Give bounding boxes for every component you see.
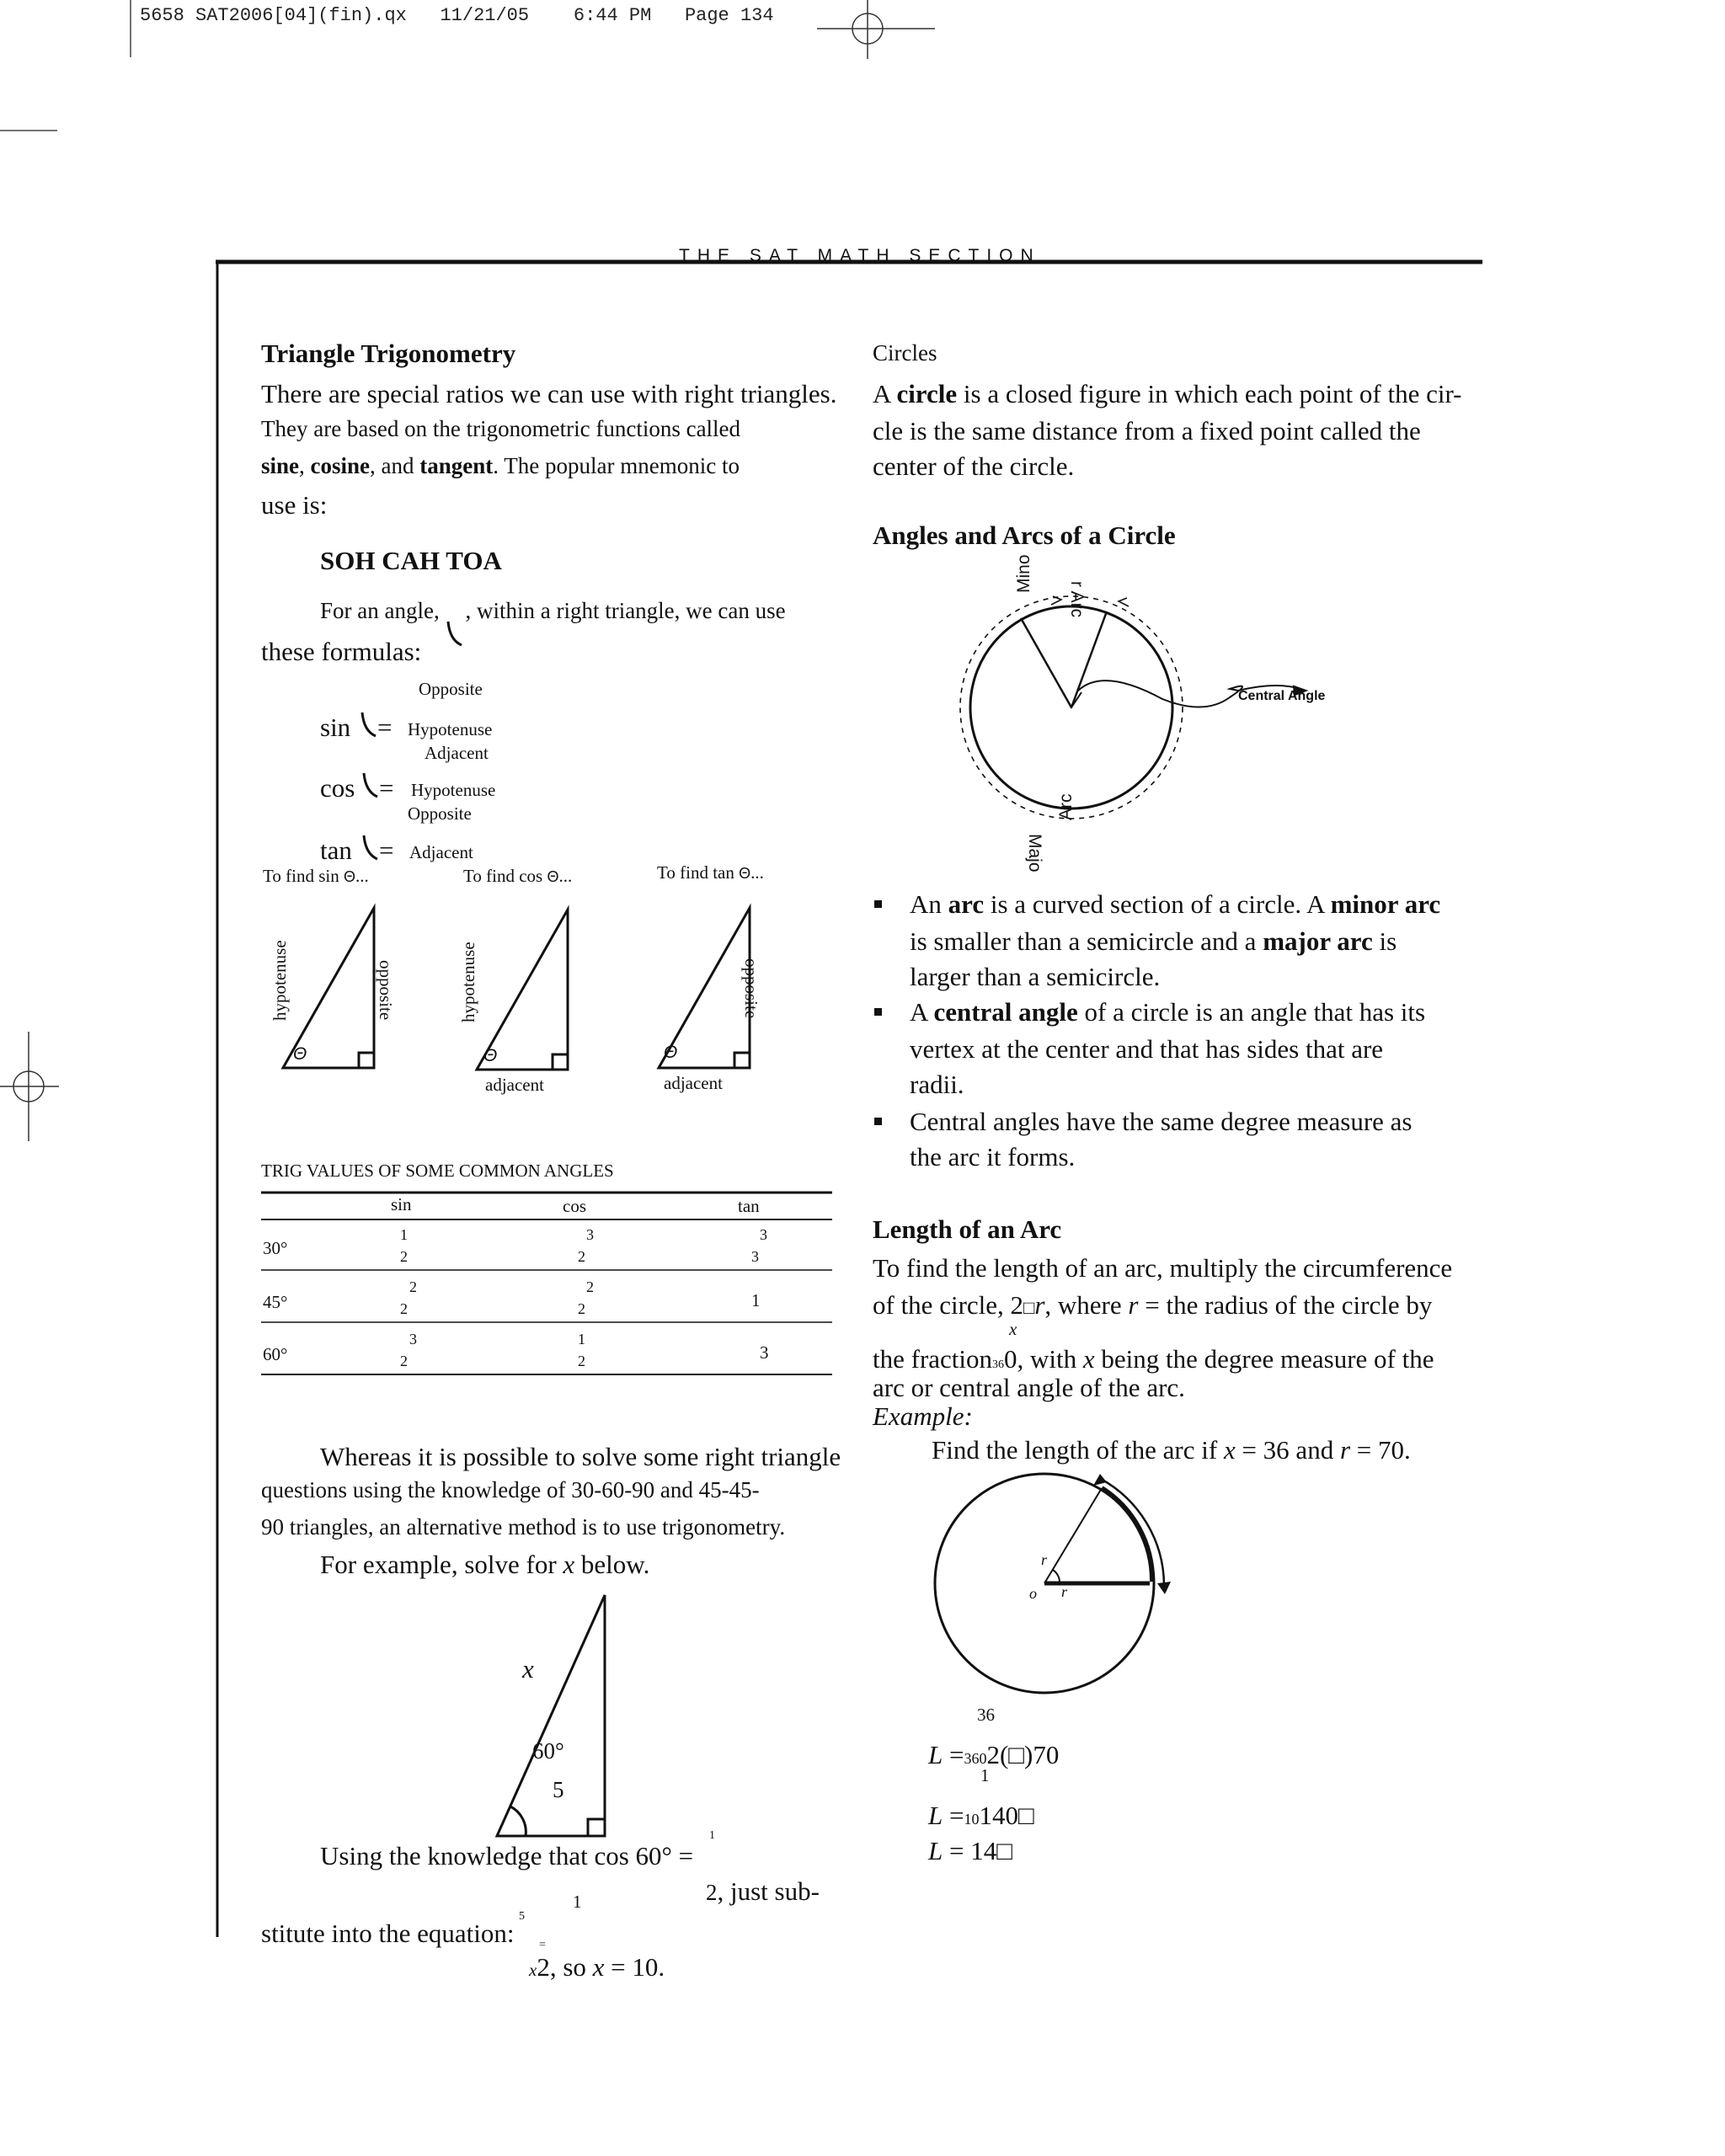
table-45-sin-den: 2 xyxy=(400,1300,408,1317)
table-60-tan: 3 xyxy=(760,1342,769,1363)
bullet-arc: An arc is a curved section of a circle. A minor arc xyxy=(910,886,1440,922)
bullet-degree-measure-line-2: the arc it forms. xyxy=(910,1142,1076,1171)
mnemonic: SOH CAH TOA xyxy=(320,546,502,575)
length-fraction-x: x xyxy=(1009,1319,1017,1339)
adjacent-label-tan: adjacent xyxy=(664,1073,723,1093)
slug-time: 6:44 PM xyxy=(573,5,652,26)
using-end: 2, just sub- xyxy=(706,1876,820,1906)
calc-2: L =10140□ xyxy=(928,1801,1034,1830)
bullet-central-angle: A central angle of a circle is an angle that has its xyxy=(910,994,1425,1030)
whereas-line-3: 90 triangles, an alternative method is to use trigonometry. xyxy=(261,1514,786,1540)
cos-denominator: Hypotenuse xyxy=(411,780,496,800)
hypotenuse-label-cos: hypotenuse xyxy=(458,942,478,1022)
table-60-sin-num: 3 xyxy=(409,1331,417,1348)
circle-r-label-2: r xyxy=(1061,1583,1068,1600)
calc-1-numerator: 36 xyxy=(977,1705,995,1725)
example-question: Find the length of the arc if x = 36 and r = 70. xyxy=(932,1435,1411,1465)
term-tangent: tangent xyxy=(419,453,494,478)
length-line-3: the fraction360, with x being the degree measure of the xyxy=(873,1344,1434,1374)
theta-glyph-sin xyxy=(359,712,377,741)
circle-r-label-1: r xyxy=(1041,1551,1048,1568)
theta-glyph-tan xyxy=(360,835,379,864)
equation-line: x2, so x = 10. xyxy=(529,1952,665,1982)
running-header: THE SAT MATH SECTION xyxy=(679,246,1041,265)
trig-table-title: TRIG VALUES OF SOME COMMON ANGLES xyxy=(261,1161,614,1181)
example-triangle xyxy=(492,1590,610,1843)
table-60-cos-den: 2 xyxy=(578,1353,585,1369)
length-line-4: arc or central angle of the arc. xyxy=(873,1373,1185,1402)
bullet-central-angle-line-3: radii. xyxy=(910,1070,964,1099)
slug-date: 11/21/05 xyxy=(440,5,530,26)
circle-diagram xyxy=(952,581,1390,884)
whereas-line-1: Whereas it is possible to solve some right triangle xyxy=(320,1442,841,1471)
equation-one: 1 xyxy=(573,1892,582,1912)
major-arc-label-b: Majo xyxy=(1025,834,1044,873)
table-45-sin-num: 2 xyxy=(409,1278,417,1295)
table-row-60-angle: 60° xyxy=(263,1344,288,1364)
circle-o-label: o xyxy=(1029,1585,1037,1602)
adjacent-label-cos: adjacent xyxy=(485,1075,544,1095)
bullet-arc-line-3: larger than a semicircle. xyxy=(910,962,1161,991)
length-arc-title: Length of an Arc xyxy=(873,1214,1062,1244)
registration-mark-top xyxy=(817,0,935,59)
find-tan-label: To find tan Θ... xyxy=(657,862,764,883)
sin-numerator: Opposite xyxy=(419,679,483,699)
length-line-2: of the circle, 2□r, where r = the radius of the circle by xyxy=(873,1290,1433,1320)
angles-arcs-title: Angles and Arcs of a Circle xyxy=(873,520,1176,550)
example-angle-label: 60° xyxy=(532,1738,564,1764)
calc-2-numerator: 1 xyxy=(980,1765,990,1785)
bullet-degree-measure: Central angles have the same degree measure as xyxy=(910,1103,1412,1139)
slug-file: 5658 SAT2006[04](fin).qx xyxy=(140,5,407,26)
opposite-label-tan: opposite xyxy=(741,958,761,1019)
cos-fn: cos xyxy=(320,773,355,803)
table-30-sin-num: 1 xyxy=(400,1226,408,1243)
minor-arc-label-b: r Arc xyxy=(1067,581,1087,618)
table-row-45-angle: 45° xyxy=(263,1292,288,1312)
tan-eq: = xyxy=(379,835,394,865)
hypotenuse-label-sin: hypotenuse xyxy=(270,940,290,1021)
length-line-1: To find the length of an arc, multiply the circumference xyxy=(873,1253,1453,1283)
calc-3: L = 14□ xyxy=(928,1836,1012,1865)
theta-label-cos: Θ xyxy=(483,1046,498,1065)
for-angle-line: For an angle, , within a right triangle, we can use xyxy=(320,598,786,624)
theta-glyph-cos xyxy=(360,773,379,802)
circle-def-line-2: cle is the same distance from a fixed point called the xyxy=(873,416,1421,446)
example-circle xyxy=(935,1474,1204,1743)
intro-line-3: sine, cosine, and tangent. The popular mnemonic to xyxy=(261,453,740,478)
stitute-line: stitute into the equation: xyxy=(261,1919,515,1948)
example-x-label: x xyxy=(522,1654,534,1684)
table-header-sin: sin xyxy=(391,1194,412,1214)
section-title-triangle-trig: Triangle Trigonometry xyxy=(261,339,516,368)
intro-line-4: use is: xyxy=(261,490,328,520)
term-circle: circle xyxy=(896,379,958,408)
find-sin-label: To find sin Θ... xyxy=(263,866,369,886)
opposite-label-sin: opposite xyxy=(376,960,396,1021)
table-30-tan-num: 3 xyxy=(760,1226,767,1243)
table-30-cos-num: 3 xyxy=(586,1226,594,1243)
example-base-label: 5 xyxy=(553,1777,564,1802)
table-30-sin-den: 2 xyxy=(400,1248,408,1265)
sin-eq: = xyxy=(377,712,393,742)
using-line: Using the knowledge that cos 60° = xyxy=(320,1841,694,1870)
table-row-30-angle: 30° xyxy=(263,1238,288,1258)
for-example-line: For example, solve for x below. xyxy=(320,1550,650,1579)
table-header-cos: cos xyxy=(563,1196,586,1216)
circle-def-line-3: center of the circle. xyxy=(873,451,1075,481)
theta-label-sin: Θ xyxy=(293,1044,307,1064)
example-label: Example: xyxy=(873,1401,973,1431)
table-header-tan: tan xyxy=(738,1196,760,1216)
using-sup: 1 xyxy=(709,1829,715,1842)
intro-line-2: They are based on the trigonometric functions called xyxy=(261,416,741,441)
circles-heading: Circles xyxy=(873,340,937,366)
whereas-line-2: questions using the knowledge of 30-60-90 and 45-45- xyxy=(261,1477,760,1502)
table-45-cos-den: 2 xyxy=(578,1300,585,1317)
tan-numerator: Opposite xyxy=(408,803,472,824)
minor-arc-label-a: Mino xyxy=(1014,554,1033,593)
table-60-sin-den: 2 xyxy=(400,1353,408,1369)
equation-bar: = xyxy=(539,1939,546,1951)
sin-denominator: Hypotenuse xyxy=(408,719,493,739)
sin-fn: sin xyxy=(320,712,351,742)
these-formulas: these formulas: xyxy=(261,637,422,666)
term-cosine: cosine xyxy=(310,453,371,478)
cos-numerator: Adjacent xyxy=(425,743,489,763)
bullet-arc-line-2: is smaller than a semicircle and a major arc is xyxy=(910,926,1397,956)
slug-page: Page 134 xyxy=(684,5,774,26)
registration-mark-left xyxy=(0,1032,59,1141)
trig-table-rules xyxy=(261,1187,834,1390)
table-30-tan-den: 3 xyxy=(751,1248,759,1265)
calc-1: L =3602(□)70 xyxy=(928,1740,1060,1769)
table-45-tan: 1 xyxy=(751,1290,761,1310)
central-angle-label: Central Angle xyxy=(1238,689,1326,703)
tan-denominator: Adjacent xyxy=(409,842,473,862)
stitute-sup: 5 xyxy=(519,1910,525,1923)
table-30-cos-den: 2 xyxy=(578,1248,585,1265)
cos-eq: = xyxy=(379,773,394,803)
term-sine: sine xyxy=(261,453,300,478)
tan-fn: tan xyxy=(320,835,352,865)
find-cos-label: To find cos Θ... xyxy=(463,866,573,886)
table-60-cos-num: 1 xyxy=(578,1331,585,1348)
circle-def-line-1: A circle is a closed figure in which each point of the cir- xyxy=(873,379,1462,408)
major-arc-label-a: Arc xyxy=(1056,793,1076,820)
table-45-cos-num: 2 xyxy=(586,1278,594,1295)
theta-label-tan: Θ xyxy=(664,1043,678,1062)
intro-line-1: There are special ratios we can use with right triangles. xyxy=(261,379,837,408)
bullet-central-angle-line-2: vertex at the center and that has sides that are xyxy=(910,1034,1384,1064)
